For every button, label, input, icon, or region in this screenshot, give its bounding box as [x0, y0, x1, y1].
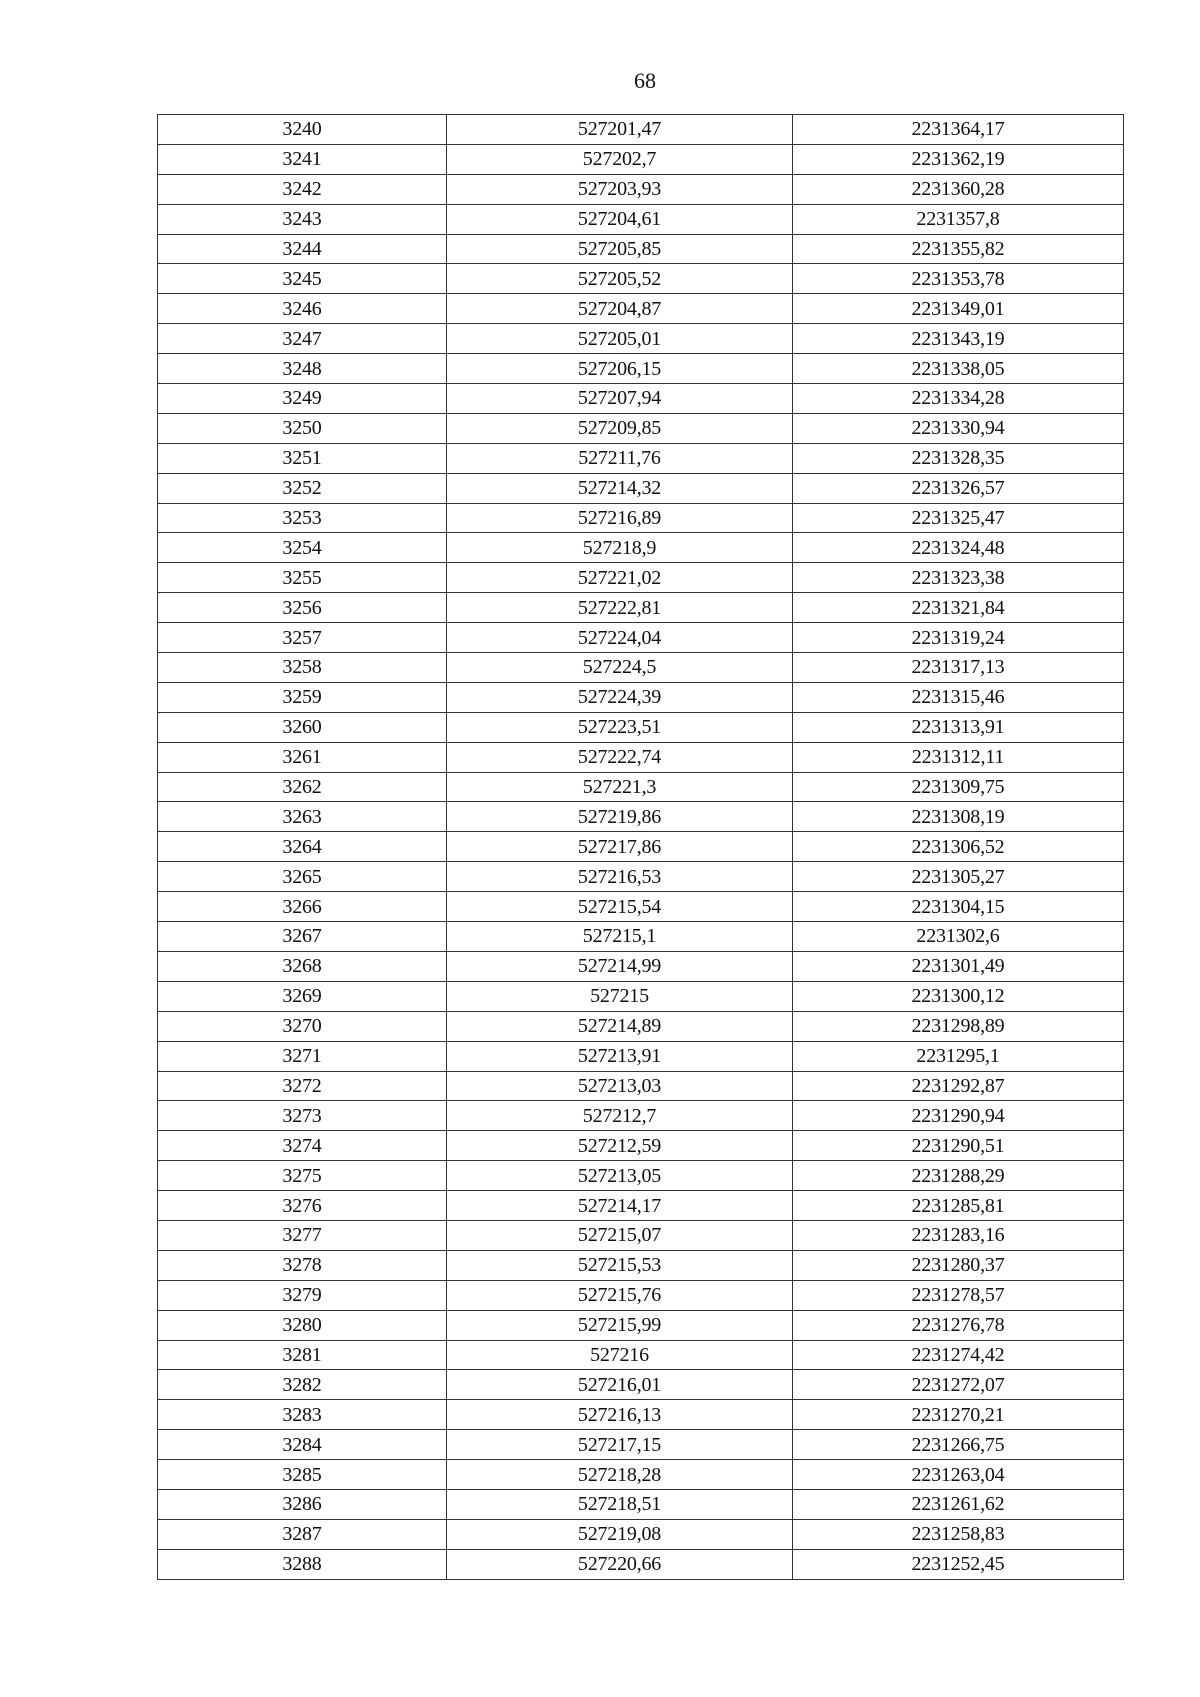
table-row [158, 443, 1124, 473]
table-row [158, 951, 1124, 981]
table-row [158, 832, 1124, 862]
x-coordinate-cell: 527205,01 [447, 324, 793, 354]
point-number-cell: 3285 [158, 1460, 447, 1490]
point-number-cell: 3265 [158, 862, 447, 892]
point-number-cell: 3259 [158, 682, 447, 712]
x-coordinate-cell: 527215,54 [447, 892, 793, 922]
table-row [158, 682, 1124, 712]
table-row [158, 473, 1124, 503]
x-coordinate-cell: 527213,91 [447, 1041, 793, 1071]
point-number-cell: 3288 [158, 1549, 447, 1579]
x-coordinate-cell: 527215,07 [447, 1220, 793, 1250]
point-number-cell: 3273 [158, 1101, 447, 1131]
point-number-cell: 3275 [158, 1161, 447, 1191]
y-coordinate-cell: 2231353,78 [793, 264, 1124, 294]
x-coordinate-cell: 527215,1 [447, 922, 793, 952]
x-coordinate-cell: 527218,51 [447, 1489, 793, 1519]
y-coordinate-cell: 2231355,82 [793, 234, 1124, 264]
y-coordinate-cell: 2231272,07 [793, 1370, 1124, 1400]
x-coordinate-cell: 527218,28 [447, 1460, 793, 1490]
point-number-cell: 3262 [158, 772, 447, 802]
point-number-cell: 3268 [158, 951, 447, 981]
table-row [158, 563, 1124, 593]
table-row [158, 324, 1124, 354]
point-number-cell: 3284 [158, 1430, 447, 1460]
y-coordinate-cell: 2231362,19 [793, 144, 1124, 174]
point-number-cell: 3283 [158, 1400, 447, 1430]
y-coordinate-cell: 2231328,35 [793, 443, 1124, 473]
y-coordinate-cell: 2231357,8 [793, 204, 1124, 234]
point-number-cell: 3272 [158, 1071, 447, 1101]
y-coordinate-cell: 2231364,17 [793, 115, 1124, 145]
y-coordinate-cell: 2231278,57 [793, 1280, 1124, 1310]
x-coordinate-cell: 527206,15 [447, 354, 793, 384]
y-coordinate-cell: 2231330,94 [793, 413, 1124, 443]
point-number-cell: 3248 [158, 354, 447, 384]
point-number-cell: 3249 [158, 384, 447, 414]
y-coordinate-cell: 2231326,57 [793, 473, 1124, 503]
y-coordinate-cell: 2231319,24 [793, 623, 1124, 653]
table-row [158, 234, 1124, 264]
x-coordinate-cell: 527204,61 [447, 204, 793, 234]
y-coordinate-cell: 2231325,47 [793, 503, 1124, 533]
y-coordinate-cell: 2231258,83 [793, 1519, 1124, 1549]
x-coordinate-cell: 527212,7 [447, 1101, 793, 1131]
table-row [158, 204, 1124, 234]
y-coordinate-cell: 2231298,89 [793, 1011, 1124, 1041]
coordinates-table-body [158, 115, 1124, 1580]
y-coordinate-cell: 2231312,11 [793, 742, 1124, 772]
y-coordinate-cell: 2231290,51 [793, 1131, 1124, 1161]
table-row [158, 1400, 1124, 1430]
point-number-cell: 3263 [158, 802, 447, 832]
y-coordinate-cell: 2231266,75 [793, 1430, 1124, 1460]
point-number-cell: 3281 [158, 1340, 447, 1370]
x-coordinate-cell: 527219,86 [447, 802, 793, 832]
table-row [158, 1220, 1124, 1250]
table-row [158, 593, 1124, 623]
x-coordinate-cell: 527203,93 [447, 174, 793, 204]
table-row [158, 1041, 1124, 1071]
table-row [158, 742, 1124, 772]
point-number-cell: 3271 [158, 1041, 447, 1071]
table-row [158, 533, 1124, 563]
point-number-cell: 3241 [158, 144, 447, 174]
y-coordinate-cell: 2231292,87 [793, 1071, 1124, 1101]
table-row [158, 115, 1124, 145]
x-coordinate-cell: 527211,76 [447, 443, 793, 473]
x-coordinate-cell: 527215,76 [447, 1280, 793, 1310]
point-number-cell: 3266 [158, 892, 447, 922]
y-coordinate-cell: 2231263,04 [793, 1460, 1124, 1490]
y-coordinate-cell: 2231315,46 [793, 682, 1124, 712]
x-coordinate-cell: 527204,87 [447, 294, 793, 324]
x-coordinate-cell: 527216,53 [447, 862, 793, 892]
point-number-cell: 3254 [158, 533, 447, 563]
point-number-cell: 3267 [158, 922, 447, 952]
y-coordinate-cell: 2231308,19 [793, 802, 1124, 832]
point-number-cell: 3255 [158, 563, 447, 593]
table-row [158, 354, 1124, 384]
x-coordinate-cell: 527202,7 [447, 144, 793, 174]
point-number-cell: 3274 [158, 1131, 447, 1161]
table-row [158, 1011, 1124, 1041]
table-row [158, 892, 1124, 922]
x-coordinate-cell: 527217,15 [447, 1430, 793, 1460]
x-coordinate-cell: 527223,51 [447, 712, 793, 742]
table-row [158, 1519, 1124, 1549]
x-coordinate-cell: 527212,59 [447, 1131, 793, 1161]
point-number-cell: 3245 [158, 264, 447, 294]
point-number-cell: 3257 [158, 623, 447, 653]
table-row [158, 862, 1124, 892]
y-coordinate-cell: 2231323,38 [793, 563, 1124, 593]
x-coordinate-cell: 527220,66 [447, 1549, 793, 1579]
table-row [158, 653, 1124, 683]
point-number-cell: 3277 [158, 1220, 447, 1250]
y-coordinate-cell: 2231313,91 [793, 712, 1124, 742]
y-coordinate-cell: 2231302,6 [793, 922, 1124, 952]
x-coordinate-cell: 527219,08 [447, 1519, 793, 1549]
y-coordinate-cell: 2231280,37 [793, 1250, 1124, 1280]
point-number-cell: 3276 [158, 1191, 447, 1221]
y-coordinate-cell: 2231270,21 [793, 1400, 1124, 1430]
y-coordinate-cell: 2231295,1 [793, 1041, 1124, 1071]
y-coordinate-cell: 2231288,29 [793, 1161, 1124, 1191]
x-coordinate-cell: 527205,85 [447, 234, 793, 264]
point-number-cell: 3253 [158, 503, 447, 533]
table-row [158, 413, 1124, 443]
point-number-cell: 3269 [158, 981, 447, 1011]
point-number-cell: 3243 [158, 204, 447, 234]
table-row [158, 772, 1124, 802]
table-row [158, 802, 1124, 832]
y-coordinate-cell: 2231252,45 [793, 1549, 1124, 1579]
x-coordinate-cell: 527209,85 [447, 413, 793, 443]
table-row [158, 1280, 1124, 1310]
x-coordinate-cell: 527215,53 [447, 1250, 793, 1280]
x-coordinate-cell: 527217,86 [447, 832, 793, 862]
x-coordinate-cell: 527215 [447, 981, 793, 1011]
point-number-cell: 3246 [158, 294, 447, 324]
y-coordinate-cell: 2231300,12 [793, 981, 1124, 1011]
x-coordinate-cell: 527214,99 [447, 951, 793, 981]
x-coordinate-cell: 527224,5 [447, 653, 793, 683]
point-number-cell: 3264 [158, 832, 447, 862]
table-row [158, 981, 1124, 1011]
y-coordinate-cell: 2231304,15 [793, 892, 1124, 922]
point-number-cell: 3286 [158, 1489, 447, 1519]
y-coordinate-cell: 2231343,19 [793, 324, 1124, 354]
point-number-cell: 3260 [158, 712, 447, 742]
table-row [158, 1340, 1124, 1370]
point-number-cell: 3278 [158, 1250, 447, 1280]
x-coordinate-cell: 527221,3 [447, 772, 793, 802]
x-coordinate-cell: 527221,02 [447, 563, 793, 593]
point-number-cell: 3247 [158, 324, 447, 354]
table-row [158, 1191, 1124, 1221]
x-coordinate-cell: 527224,39 [447, 682, 793, 712]
x-coordinate-cell: 527213,05 [447, 1161, 793, 1191]
point-number-cell: 3287 [158, 1519, 447, 1549]
point-number-cell: 3244 [158, 234, 447, 264]
point-number-cell: 3270 [158, 1011, 447, 1041]
y-coordinate-cell: 2231321,84 [793, 593, 1124, 623]
x-coordinate-cell: 527214,32 [447, 473, 793, 503]
table-row [158, 1370, 1124, 1400]
y-coordinate-cell: 2231276,78 [793, 1310, 1124, 1340]
x-coordinate-cell: 527216 [447, 1340, 793, 1370]
table-row [158, 1460, 1124, 1490]
table-row [158, 1310, 1124, 1340]
x-coordinate-cell: 527218,9 [447, 533, 793, 563]
y-coordinate-cell: 2231290,94 [793, 1101, 1124, 1131]
table-row [158, 1489, 1124, 1519]
table-row [158, 264, 1124, 294]
coordinates-table [157, 114, 1124, 1580]
y-coordinate-cell: 2231285,81 [793, 1191, 1124, 1221]
point-number-cell: 3258 [158, 653, 447, 683]
y-coordinate-cell: 2231283,16 [793, 1220, 1124, 1250]
point-number-cell: 3261 [158, 742, 447, 772]
point-number-cell: 3250 [158, 413, 447, 443]
point-number-cell: 3242 [158, 174, 447, 204]
point-number-cell: 3252 [158, 473, 447, 503]
x-coordinate-cell: 527214,89 [447, 1011, 793, 1041]
x-coordinate-cell: 527205,52 [447, 264, 793, 294]
point-number-cell: 3280 [158, 1310, 447, 1340]
table-row [158, 294, 1124, 324]
table-row [158, 144, 1124, 174]
x-coordinate-cell: 527216,13 [447, 1400, 793, 1430]
table-row [158, 384, 1124, 414]
x-coordinate-cell: 527201,47 [447, 115, 793, 145]
table-row [158, 1430, 1124, 1460]
table-row [158, 623, 1124, 653]
table-row [158, 1250, 1124, 1280]
table-row [158, 712, 1124, 742]
page-number: 68 [634, 68, 656, 93]
y-coordinate-cell: 2231334,28 [793, 384, 1124, 414]
y-coordinate-cell: 2231306,52 [793, 832, 1124, 862]
point-number-cell: 3282 [158, 1370, 447, 1400]
y-coordinate-cell: 2231274,42 [793, 1340, 1124, 1370]
y-coordinate-cell: 2231338,05 [793, 354, 1124, 384]
point-number-cell: 3256 [158, 593, 447, 623]
table-row [158, 174, 1124, 204]
y-coordinate-cell: 2231301,49 [793, 951, 1124, 981]
y-coordinate-cell: 2231305,27 [793, 862, 1124, 892]
table-row [158, 1101, 1124, 1131]
table-row [158, 1549, 1124, 1579]
y-coordinate-cell: 2231349,01 [793, 294, 1124, 324]
x-coordinate-cell: 527215,99 [447, 1310, 793, 1340]
x-coordinate-cell: 527214,17 [447, 1191, 793, 1221]
point-number-cell: 3279 [158, 1280, 447, 1310]
x-coordinate-cell: 527216,89 [447, 503, 793, 533]
point-number-cell: 3251 [158, 443, 447, 473]
x-coordinate-cell: 527213,03 [447, 1071, 793, 1101]
table-row [158, 1161, 1124, 1191]
y-coordinate-cell: 2231261,62 [793, 1489, 1124, 1519]
x-coordinate-cell: 527222,74 [447, 742, 793, 772]
table-row [158, 1071, 1124, 1101]
table-row [158, 503, 1124, 533]
y-coordinate-cell: 2231317,13 [793, 653, 1124, 683]
x-coordinate-cell: 527207,94 [447, 384, 793, 414]
x-coordinate-cell: 527222,81 [447, 593, 793, 623]
table-row [158, 1131, 1124, 1161]
y-coordinate-cell: 2231309,75 [793, 772, 1124, 802]
table-row [158, 922, 1124, 952]
point-number-cell: 3240 [158, 115, 447, 145]
y-coordinate-cell: 2231360,28 [793, 174, 1124, 204]
x-coordinate-cell: 527224,04 [447, 623, 793, 653]
y-coordinate-cell: 2231324,48 [793, 533, 1124, 563]
x-coordinate-cell: 527216,01 [447, 1370, 793, 1400]
